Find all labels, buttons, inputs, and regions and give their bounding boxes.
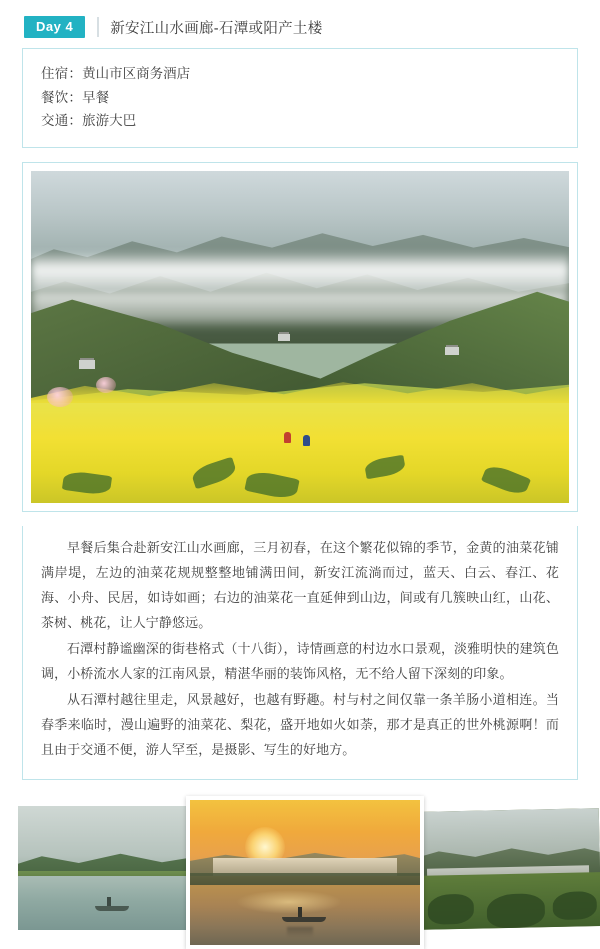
paragraph-3: 从石潭村越往里走，风景越好，也越有野趣。村与村之间仅靠一条羊肠小道相连。当春季来临时，漫山遍野的油菜花、梨花，盛开地如火如荼，那才是真正的世外桃源啊！而且由于交通不便，游人罕至，是摄影、写生的好地方。 — [41, 691, 559, 757]
paragraph-2: 石潭村静谧幽深的街巷格式（十八街），诗情画意的村边水口景观，淡雅明快的建筑色调，小桥流水人家的江南风景，精湛华丽的装饰风格，无不给人留下深刻的印象。 — [41, 640, 559, 681]
river-photo-boat — [95, 906, 129, 911]
info-row-transport — [41, 109, 559, 133]
page-title: 新安江山水画廊-石潭或阳产土楼 — [110, 20, 323, 37]
info-label-meals: 餐饮： — [41, 89, 83, 105]
sunrise-photo-boat — [282, 917, 326, 922]
paragraph-1: 早餐后集合赴新安江山水画廊，三月初春，在这个繁花似锦的季节，金黄的油菜花铺满岸堤，左边的油菜花规规整整地铺满田间，新安江流淌而过，蓝天、白云、春江、花海、小舟、民居，如诗如画；右边的油菜花一直延伸到山边，间或有几簇映山红，山花、茶树、桃花，让人宁静悠远。 — [41, 539, 559, 630]
trip-info-box — [22, 48, 578, 148]
sunrise-photo-reflection — [287, 927, 313, 937]
day-header — [0, 0, 600, 48]
photo-house-left — [79, 360, 95, 369]
hillside-village-photo — [415, 809, 600, 931]
photo-mist-band-upper — [31, 251, 569, 291]
info-label-transport: 交通： — [41, 113, 83, 129]
info-row-meals — [41, 86, 559, 110]
info-row-accommodation — [41, 62, 559, 86]
photo-house-mid — [278, 334, 290, 341]
header-divider — [97, 17, 99, 37]
photo-blossom-left — [47, 387, 73, 407]
info-value-meals: 早餐 — [82, 89, 110, 105]
article-body — [22, 526, 578, 781]
xinanjiang-landscape-photo — [31, 171, 569, 503]
photo-rapeseed-field — [31, 403, 569, 503]
photo-blossom-left2 — [96, 377, 116, 393]
photo-person-2 — [303, 435, 310, 446]
photo-person-1 — [284, 432, 291, 443]
info-value-transport: 旅游大巴 — [82, 113, 137, 129]
bottom-photo-strip — [0, 796, 600, 946]
sunrise-photo-water-glint — [236, 890, 342, 913]
photo-house-right — [445, 347, 459, 355]
hero-photo-frame — [22, 162, 578, 512]
day-badge: Day 4 — [24, 16, 85, 38]
info-value-accommodation: 黄山市区商务酒店 — [82, 66, 191, 81]
sunrise-village-river-photo — [186, 796, 424, 949]
info-label-accommodation: 住宿： — [41, 66, 83, 81]
